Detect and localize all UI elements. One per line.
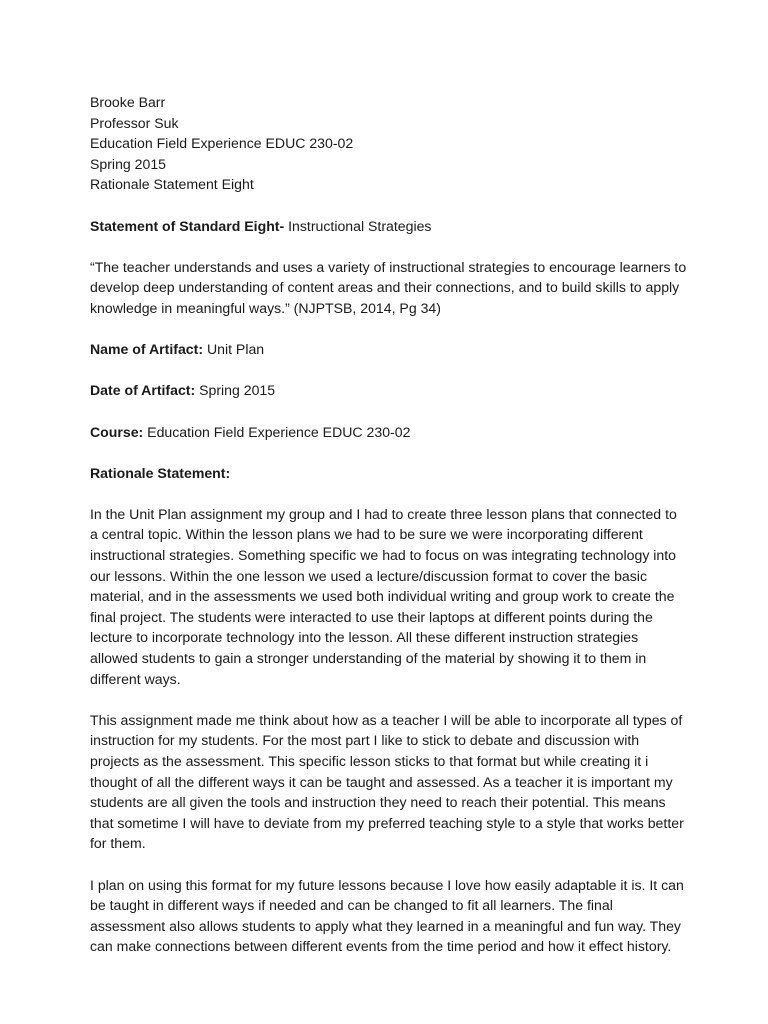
- artifact-name-field: [90, 339, 688, 360]
- course-label: Course:: [90, 423, 144, 440]
- document-title: Rationale Statement Eight: [90, 176, 254, 193]
- standard-quote: “The teacher understands and uses a variety of instructional strategies to encourage learners to develop deep understanding of content areas and their connections, and to build skills to apply knowledge in meaningful ways.” (NJPTSB, 2014, Pg 34): [90, 258, 687, 316]
- standard-value: Instructional Strategies: [284, 217, 432, 234]
- standard-statement: [90, 216, 688, 237]
- paragraph-2: This assignment made me think about how as a teacher I will be able to incorporate all types of instruction for my students. For the most part I like to stick to debate and discussion with projects as the assessment. This specific lesson sticks to that format but while creating it i thought of all the different ways it can be taught and assessed. As a teacher it is important my students are all given the tools and instruction they need to reach their potential. This means that sometime I will have to deviate from my preferred teaching style to a style that works better for them.: [90, 711, 684, 852]
- document-page: [90, 92, 688, 957]
- professor-name: Professor Suk: [90, 114, 179, 131]
- standard-label: Statement of Standard Eight-: [90, 217, 285, 234]
- course-value: Education Field Experience EDUC 230-02: [143, 423, 411, 440]
- artifact-name-label: Name of Artifact:: [90, 341, 204, 358]
- paragraph-1: In the Unit Plan assignment my group and I had to create three lesson plans that connected to a central topic. Within the lesson plans we had to be sure we were incorporating different instructional strategies. Something specific we had to focus on was integrating technology into our lessons. Within the one lesson we used a lecture/discussion format to cover the basic material, and in the assessments we used both individual writing and group work to create the final project. The students were interacted to use their laptops at different points during the lecture to incorporate technology into the lesson. All these different instruction strategies allowed students to gain a stronger understanding of the material by showing it to them in different ways.: [90, 505, 677, 687]
- artifact-date-value: Spring 2015: [195, 382, 276, 399]
- rationale-heading: Rationale Statement:: [90, 464, 231, 481]
- paragraph-3: I plan on using this format for my future lessons because I love how easily adaptable it is. It can be taught in different ways if needed and can be changed to fit all learners. The final assessment also allows students to apply what they learned in a meaningful and fun way. They can make connections between different events from the time period and how it effect history.: [90, 876, 684, 955]
- artifact-date-label: Date of Artifact:: [90, 382, 196, 399]
- term: Spring 2015: [90, 155, 167, 172]
- artifact-name-value: Unit Plan: [203, 341, 265, 358]
- course-name: Education Field Experience EDUC 230-02: [90, 135, 354, 152]
- course-field: [90, 422, 688, 443]
- author-name: Brooke Barr: [90, 94, 166, 110]
- artifact-date-field: [90, 380, 688, 401]
